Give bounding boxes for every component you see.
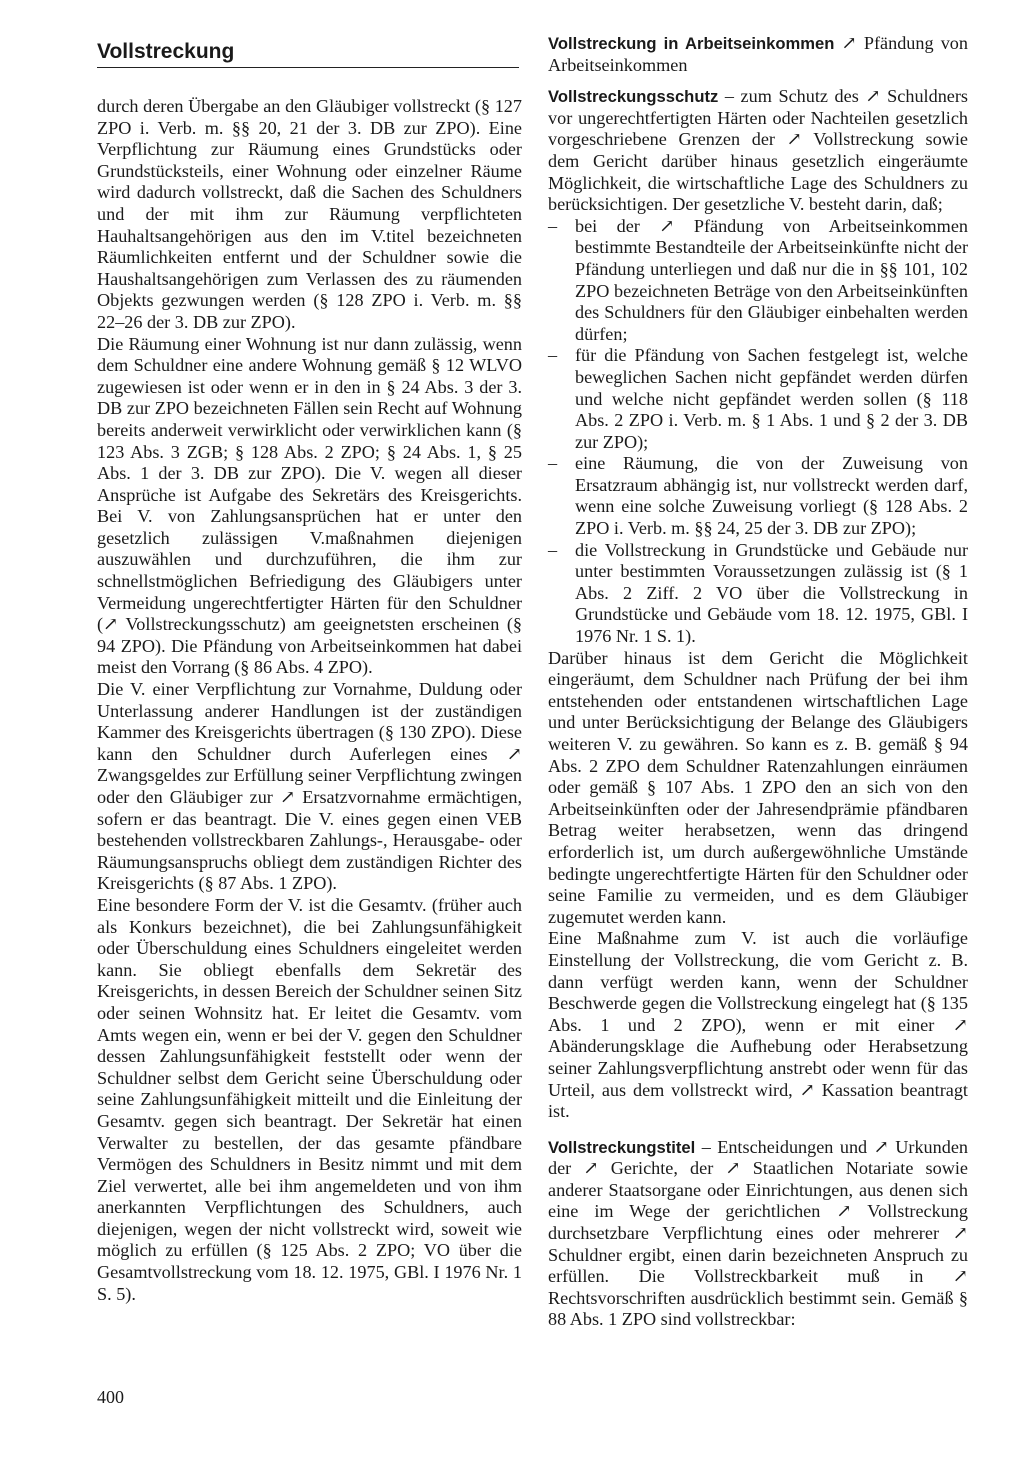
paragraph: Darüber hinaus ist dem Gericht die Möglichkeit eingeräumt, dem Schuldner nach Prüfung der bei ihm entstehenden oder entstandenen wirtschaftlichen Lage und unter Berücksichtigung der Belange des Gläubigers weiteren V. zu gewähren. So kann es z. B. gemäß § 94 Abs. 2 ZPO dem Schuldner Ratenzahlungen einräumen oder gemäß § 107 Abs. 1 ZPO den an sich von den Arbeitseinkünften oder der Jahresendprämie pfändbaren Betrag weiter herabsetzen, wenn das dringend erforderlich ist, um durch außergewöhnliche Umstände bedingte ungerechtfertigte Härten für den Schuldner oder seine Familie zu vermeiden, und es dem Gläubiger zugemutet werden kann. (548, 647, 968, 927)
entry-lemma: Vollstreckung in Arbeitseinkommen (548, 34, 835, 53)
right-column (548, 33, 968, 1331)
entry-vollstreckungsschutz (548, 86, 968, 216)
entry-vollstreckung-in-arbeitseinkommen (548, 33, 968, 76)
entry-lemma: Vollstreckungsschutz (548, 87, 719, 107)
entry-lemma: Vollstreckungstitel (548, 1137, 696, 1157)
list-item: – bei der ↗ Pfändung von Arbeitseinkommen bestimmte Bestandteile der Arbeitseinkünfte nicht der Pfändung unterliegen und daß nur die in §§ 101, 102 ZPO bezeichneten Beträge von den Arbeitseinkünften des Schuldners für den Gläubiger einbehalten werden dürfen; (548, 216, 968, 346)
left-column (97, 96, 522, 1305)
entry-vollstreckungstitel (548, 1137, 968, 1331)
paragraph: durch deren Übergabe an den Gläubiger vollstreckt (§ 127 ZPO i. Verb. m. §§ 20, 21 der 3. DB zur ZPO). Eine Verpflichtung zur Räumung eines Grundstücks oder Grundstücksteils, einer Wohnung oder einzelner Räume wird dadurch vollstreckt, daß die Sachen des Schuldners und der mit ihm zur Räumung verpflichteten Hauhaltsangehörigen aus den im V.titel bezeichneten Räumlichkeiten entfernt und der Schuldner sowie die Haushaltsangehörigen zum Verlassen des zu räumenden Objekts gezwungen werden (§ 128 ZPO i. Verb. m. §§ 22–26 der 3. DB zur ZPO). (97, 96, 522, 332)
list-item: – die Vollstreckung in Grundstücke und Gebäude nur unter bestimmten Voraussetzungen zulässig ist (§ 1 Abs. 2 Ziff. 2 VO über die Vollstreckung in Grundstücke und Gebäude vom 18. 12. 1975, GBl. I 1976 Nr. 1 S. 1). (548, 540, 968, 648)
list-item: – eine Räumung, die von der Zuweisung von Ersatzraum abhängig ist, nur vollstreckt werden darf, wenn eine solche Zuweisung vorliegt (§ 128 Abs. 2 ZPO i. Verb. m. §§ 24, 25 der 3. DB zur ZPO); (548, 453, 968, 539)
paragraph: Die V. einer Verpflichtung zur Vornahme, Duldung oder Unterlassung anderer Handlungen ist der zuständigen Kammer des Kreisgerichts übertragen (§ 130 ZPO). Diese kann den Schuldner durch Auferlegen eines ↗ Zwangsgeldes zur Erfüllung seiner Verpflichtung zwingen oder den Gläubiger zur ↗ Ersatzvornahme ermächtigen, sofern er das beantragt. Die V. eines gegen einen VEB bestehenden vollstreckbaren Zahlungs-, Herausgabe- oder Räumungsanspruchs obliegt dem zuständigen Richter des Kreisgerichts (§ 87 Abs. 1 ZPO). (97, 679, 522, 894)
entry-text: – zum Schutz des ↗ Schuldners vor ungerechtfertigten Härten oder Nachteilen gesetzlich vorgeschriebene Grenzen der ↗ Vollstreckung sowie dem Gericht darüber hinaus gesetzlich eingeräumte Möglichkeit, die wirtschaftliche Lage des Schuldners zu berücksichtigen. Der gesetzliche V. besteht darin, daß; (548, 86, 969, 215)
dash-list (548, 216, 968, 648)
paragraph: Eine besondere Form der V. ist die Gesamtv. (früher auch als Konkurs bezeichnet), die bei Zahlungsunfähigkeit oder Überschuldung eines Schuldners eingeleitet werden kann. Sie obliegt ebenfalls dem Sekretär des Kreisgerichts, in dessen Bereich der Schuldner seinen Sitz oder seinen Wohnsitz hat. Er leitet die Gesamtv. vom Amts wegen ein, wenn er bei der V. gegen den Schuldner dessen Zahlungsunfähigkeit feststellt oder wenn der Schuldner selbst dem Gericht seine Überschuldung oder seine Zahlungsunfähigkeit mitteilt und die Einleitung der Gesamtv. gegen sich beantragt. Der Sekretär hat einen Verwalter zu bestellen, der das gesamte pfändbare Vermögen des Schuldners in Besitz nimmt und mit dem Ziel verwertet, alle bei ihm angemeldeten und von ihm anerkannten Verpflichtungen des Schuldners, auch diejenigen, wegen der nicht vollstreckt wird, soweit wie möglich zu erfüllen (§ 125 Abs. 2 ZPO; VO über die Gesamtvollstreckung vom 18. 12. 1975, GBl. I 1976 Nr. 1 S. 5). (97, 894, 522, 1304)
page-number: 400 (97, 1387, 124, 1407)
paragraph: Die Räumung einer Wohnung ist nur dann zulässig, wenn dem Schuldner eine andere Wohnung gemäß § 12 WLVO zugewiesen ist oder wenn er in den in § 24 Abs. 3 der 3. DB zur ZPO bezeichneten Fällen sein Recht auf Wohnung bereits anderweit verwirklicht oder verwirklichen kann (§ 123 Abs. 3 ZGB; § 128 Abs. 2 ZPO; § 24 Abs. 1, § 25 Abs. 1 der 3. DB zur ZPO). Die V. wegen all dieser Ansprüche ist Aufgabe des Sekretärs des Kreisgerichts. Bei V. von Zahlungsansprüchen hat er unter den gesetzlich zulässigen V.maßnahmen diejenigen auszuwählen und durchzuführen, die ihm zur schnellstmöglichen Befriedigung des Gläubigers unter Vermeidung ungerechtfertigter Härten für den Schuldner (↗ Vollstreckungsschutz) am geeignetsten erscheinen (§ 94 ZPO). Die Pfändung von Arbeitseinkommen hat dabei meist den Vorrang (§ 86 Abs. 4 ZPO). (97, 333, 522, 678)
entry-text: – Entscheidungen und ↗ Urkunden der ↗ Gerichte, der ↗ Staatlichen Notariate sowie anderer Staatsorgane oder Einrichtungen, aus denen sich eine im Wege der gerichtlichen ↗ Vollstreckung durchsetzbare Verpflichtung eines oder mehrerer ↗ Schuldner ergibt, einen darin bezeichneten Anspruch zu erfüllen. Die Vollstreckbarkeit muß in ↗ Rechtsvorschriften ausdrücklich bestimmt sein. Gemäß § 88 Abs. 1 ZPO sind vollstreckbar: (548, 1136, 969, 1330)
paragraph: Eine Maßnahme zum V. ist auch die vorläufige Einstellung der Vollstreckung, die vom Gericht z. B. dann verfügt werden kann, wenn der Schuldner Beschwerde gegen die Vollstreckung eingelegt hat (§ 135 Abs. 1 und 2 ZPO), wenn er mit einer ↗ Abänderungsklage die Aufhebung oder Herabsetzung seiner Zahlungsverpflichtung anstrebt oder wenn für das Urteil, aus dem vollstreckt wird, ↗ Kassation beantragt ist. (548, 928, 968, 1122)
entry-text: ↗ Pfändung von Arbeitseinkommen (548, 33, 968, 75)
header-rule (97, 67, 519, 68)
list-item: – für die Pfändung von Sachen festgelegt ist, welche beweglichen Sachen nicht gepfändet werden dürfen und welche nicht gepfändet werden sollen (§ 118 Abs. 2 ZPO i. Verb. m. § 1 Abs. 1 und § 2 der 3. DB zur ZPO); (548, 345, 968, 453)
running-head: Vollstreckung (97, 40, 235, 63)
